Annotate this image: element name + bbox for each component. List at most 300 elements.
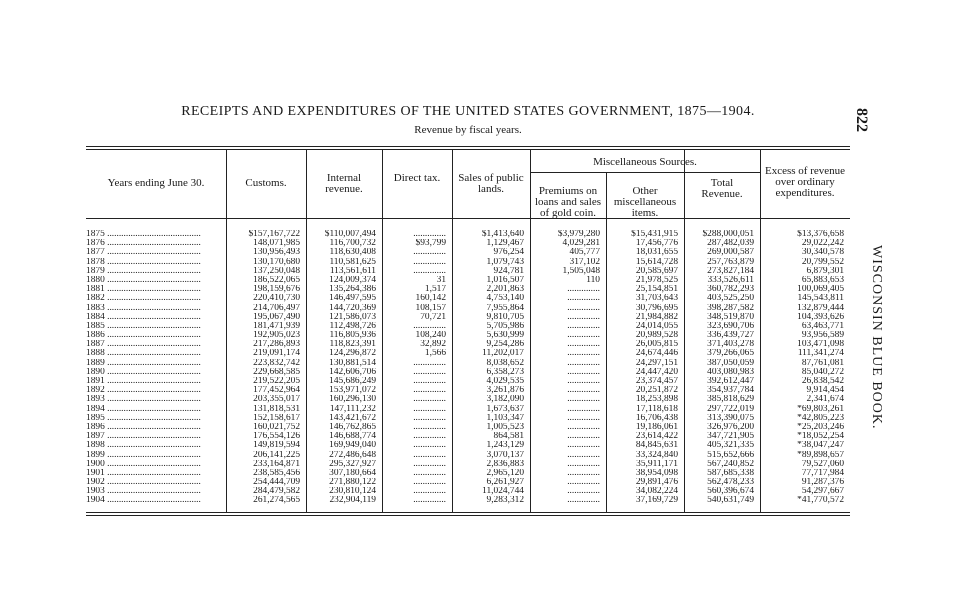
customs-cell: 254,444,709 bbox=[253, 478, 300, 488]
table-body bbox=[86, 230, 850, 506]
total-revenue-cell: 392,612,447 bbox=[707, 377, 754, 386]
premiums-cell: 4,029,281 bbox=[562, 239, 600, 249]
table-row bbox=[86, 496, 850, 505]
table-row bbox=[86, 239, 850, 248]
internal-revenue-cell: 124,009,374 bbox=[329, 275, 376, 285]
internal-revenue-cell: 146,497,595 bbox=[329, 294, 376, 304]
internal-revenue-cell: 146,688,774 bbox=[329, 432, 376, 442]
direct-tax-cell: .............. bbox=[413, 441, 446, 451]
other-misc-cell: 29,891,476 bbox=[635, 478, 678, 488]
excess-cell: 63,463,771 bbox=[801, 321, 844, 331]
excess-cell: 93,956,589 bbox=[801, 331, 844, 341]
header-other-misc: Other miscellaneous items. bbox=[613, 185, 677, 219]
other-misc-cell: 25,154,851 bbox=[635, 285, 678, 295]
customs-cell: 217,286,893 bbox=[253, 340, 300, 350]
customs-cell: 198,159,676 bbox=[253, 285, 300, 295]
total-revenue-cell: 336,439,727 bbox=[707, 331, 754, 341]
year-cell: 1903 ........................................ bbox=[86, 487, 201, 497]
header-total: Total Revenue. bbox=[701, 177, 743, 200]
total-revenue-cell: 273,827,184 bbox=[707, 266, 754, 276]
total-revenue-cell: 515,652,666 bbox=[707, 450, 754, 460]
excess-cell: 85,040,272 bbox=[801, 367, 844, 377]
public-lands-cell: 9,810,705 bbox=[486, 312, 524, 322]
internal-revenue-cell: 112,498,726 bbox=[329, 321, 376, 331]
other-misc-cell: 18,253,898 bbox=[635, 395, 678, 405]
customs-cell: $157,167,722 bbox=[248, 230, 300, 239]
direct-tax-cell: .............. bbox=[413, 487, 446, 497]
direct-tax-cell: .............. bbox=[413, 248, 446, 258]
public-lands-cell: 1,016,507 bbox=[486, 275, 524, 285]
public-lands-cell: 2,201,863 bbox=[486, 285, 524, 295]
premiums-cell: $3,979,280 bbox=[557, 230, 600, 239]
public-lands-cell: 6,261,927 bbox=[486, 478, 524, 488]
total-revenue-cell: 297,722,019 bbox=[707, 404, 754, 414]
excess-cell: *38,047,247 bbox=[797, 441, 844, 451]
internal-revenue-cell: 307,180,664 bbox=[329, 468, 376, 478]
table-row bbox=[86, 349, 850, 358]
premiums-cell: .............. bbox=[567, 367, 600, 377]
total-revenue-cell: 398,287,582 bbox=[707, 303, 754, 313]
other-misc-cell: $15,431,915 bbox=[631, 230, 678, 239]
excess-cell: 100,069,405 bbox=[797, 285, 844, 295]
other-misc-cell: 24,014,055 bbox=[635, 321, 678, 331]
customs-cell: 181,471,939 bbox=[253, 321, 300, 331]
total-revenue-cell: 403,080,983 bbox=[707, 367, 754, 377]
direct-tax-cell: .............. bbox=[413, 377, 446, 386]
internal-revenue-cell: 295,327,927 bbox=[329, 459, 376, 469]
year-cell: 1878 ........................................ bbox=[86, 257, 201, 267]
total-revenue-cell: 326,976,200 bbox=[707, 422, 754, 432]
customs-cell: 130,956,493 bbox=[253, 248, 300, 258]
customs-cell: 206,141,225 bbox=[253, 450, 300, 460]
table-row bbox=[86, 285, 850, 294]
year-cell: 1895 ........................................ bbox=[86, 413, 201, 423]
excess-cell: 104,393,626 bbox=[797, 312, 844, 322]
other-misc-cell: 21,978,525 bbox=[635, 275, 678, 285]
other-misc-cell: 33,324,840 bbox=[635, 450, 678, 460]
year-cell: 1890 ........................................ bbox=[86, 367, 201, 377]
customs-cell: 131,818,531 bbox=[253, 404, 300, 414]
internal-revenue-cell: 130,881,514 bbox=[329, 358, 376, 368]
year-cell: 1892 ........................................ bbox=[86, 386, 201, 396]
year-cell: 1894 ........................................ bbox=[86, 404, 201, 414]
other-misc-cell: 37,169,729 bbox=[635, 496, 678, 506]
other-misc-cell: 21,984,882 bbox=[635, 312, 678, 322]
total-revenue-cell: 333,526,611 bbox=[707, 275, 754, 285]
table-row bbox=[86, 478, 850, 487]
customs-cell: 284,479,582 bbox=[253, 487, 300, 497]
excess-cell: 79,527,060 bbox=[801, 459, 844, 469]
public-lands-cell: 1,673,637 bbox=[486, 404, 524, 414]
customs-cell: 233,164,871 bbox=[253, 459, 300, 469]
bottom-rule-2 bbox=[86, 515, 850, 516]
total-revenue-cell: 560,396,674 bbox=[707, 487, 754, 497]
table-row bbox=[86, 313, 850, 322]
other-misc-cell: 19,186,061 bbox=[635, 422, 678, 432]
other-misc-cell: 24,297,151 bbox=[635, 358, 678, 368]
other-misc-cell: 20,251,872 bbox=[635, 386, 678, 396]
other-misc-cell: 38,954,098 bbox=[635, 468, 678, 478]
table-row bbox=[86, 322, 850, 331]
public-lands-cell: 1,079,743 bbox=[486, 257, 524, 267]
premiums-cell: .............. bbox=[567, 340, 600, 350]
total-revenue-cell: 385,818,629 bbox=[707, 395, 754, 405]
customs-cell: 238,585,456 bbox=[253, 468, 300, 478]
public-lands-cell: 11,024,744 bbox=[482, 487, 524, 497]
internal-revenue-cell: 135,264,386 bbox=[329, 285, 376, 295]
year-cell: 1881 ........................................ bbox=[86, 285, 201, 295]
total-revenue-cell: $288,000,051 bbox=[702, 230, 754, 239]
public-lands-cell: 3,261,876 bbox=[486, 386, 524, 396]
table-row bbox=[86, 368, 850, 377]
excess-cell: *69,803,261 bbox=[797, 404, 844, 414]
customs-cell: 148,071,985 bbox=[253, 239, 300, 249]
direct-tax-cell: 70,721 bbox=[420, 312, 446, 322]
direct-tax-cell: $93,799 bbox=[415, 239, 446, 249]
public-lands-cell: 864,581 bbox=[493, 432, 524, 442]
bottom-rule bbox=[86, 512, 850, 513]
total-revenue-cell: 354,937,784 bbox=[707, 386, 754, 396]
excess-cell: 20,799,552 bbox=[801, 257, 844, 267]
premiums-cell: 317,102 bbox=[569, 257, 600, 267]
public-lands-cell: 5,630,999 bbox=[486, 331, 524, 341]
direct-tax-cell: .............. bbox=[413, 413, 446, 423]
total-revenue-cell: 379,266,065 bbox=[707, 349, 754, 359]
other-misc-cell: 24,674,446 bbox=[635, 349, 678, 359]
year-cell: 1876 ........................................ bbox=[86, 239, 201, 249]
header-bottom-rule bbox=[86, 218, 850, 219]
public-lands-cell: 4,029,535 bbox=[486, 377, 524, 386]
header-years: Years ending June 30. bbox=[107, 177, 205, 189]
public-lands-cell: 6,358,273 bbox=[486, 367, 524, 377]
excess-cell: *18,052,254 bbox=[797, 432, 844, 442]
internal-revenue-cell: $110,007,494 bbox=[324, 230, 376, 239]
header-customs: Customs. bbox=[245, 177, 287, 189]
customs-cell: 219,522,205 bbox=[253, 377, 300, 386]
other-misc-cell: 20,585,697 bbox=[635, 266, 678, 276]
direct-tax-cell: .............. bbox=[413, 496, 446, 506]
table-row bbox=[86, 276, 850, 285]
year-cell: 1898 ........................................ bbox=[86, 441, 201, 451]
year-cell: 1884 ........................................ bbox=[86, 312, 201, 322]
premiums-cell: .............. bbox=[567, 303, 600, 313]
public-lands-cell: 2,965,120 bbox=[486, 468, 524, 478]
public-lands-cell: 11,202,017 bbox=[482, 349, 524, 359]
year-cell: 1901 ........................................ bbox=[86, 468, 201, 478]
internal-revenue-cell: 169,949,040 bbox=[329, 441, 376, 451]
premiums-cell: .............. bbox=[567, 468, 600, 478]
total-revenue-cell: 347,721,905 bbox=[707, 432, 754, 442]
total-revenue-cell: 313,390,075 bbox=[707, 413, 754, 423]
premiums-cell: .............. bbox=[567, 450, 600, 460]
table-row bbox=[86, 451, 850, 460]
customs-cell: 160,021,752 bbox=[253, 422, 300, 432]
customs-cell: 149,819,594 bbox=[253, 441, 300, 451]
misc-group-rule bbox=[530, 172, 760, 173]
excess-cell: $13,376,658 bbox=[797, 230, 844, 239]
customs-cell: 186,522,065 bbox=[253, 275, 300, 285]
premiums-cell: .............. bbox=[567, 386, 600, 396]
internal-revenue-cell: 272,486,648 bbox=[329, 450, 376, 460]
other-misc-cell: 84,845,631 bbox=[635, 441, 678, 451]
excess-cell: 132,879,444 bbox=[797, 303, 844, 313]
excess-cell: *25,203,246 bbox=[797, 422, 844, 432]
customs-cell: 261,274,565 bbox=[253, 496, 300, 506]
total-revenue-cell: 387,050,059 bbox=[707, 358, 754, 368]
year-cell: 1887 ........................................ bbox=[86, 340, 201, 350]
total-revenue-cell: 540,631,749 bbox=[707, 496, 754, 506]
excess-cell: 111,341,274 bbox=[797, 349, 844, 359]
customs-cell: 177,452,964 bbox=[253, 386, 300, 396]
internal-revenue-cell: 232,904,119 bbox=[329, 496, 376, 506]
customs-cell: 220,410,730 bbox=[253, 294, 300, 304]
other-misc-cell: 23,374,457 bbox=[635, 377, 678, 386]
customs-cell: 195,067,490 bbox=[253, 312, 300, 322]
year-cell: 1904 ........................................ bbox=[86, 496, 201, 506]
customs-cell: 229,668,585 bbox=[253, 367, 300, 377]
year-cell: 1897 ........................................ bbox=[86, 432, 201, 442]
internal-revenue-cell: 160,296,130 bbox=[329, 395, 376, 405]
internal-revenue-cell: 118,630,408 bbox=[329, 248, 376, 258]
premiums-cell: .............. bbox=[567, 432, 600, 442]
premiums-cell: .............. bbox=[567, 294, 600, 304]
premiums-cell: .............. bbox=[567, 459, 600, 469]
top-rule bbox=[86, 146, 850, 147]
direct-tax-cell: 108,240 bbox=[415, 331, 446, 341]
direct-tax-cell: .............. bbox=[413, 432, 446, 442]
internal-revenue-cell: 116,700,732 bbox=[329, 239, 376, 249]
excess-cell: 30,340,578 bbox=[801, 248, 844, 258]
total-revenue-cell: 403,525,250 bbox=[707, 294, 754, 304]
year-cell: 1885 ........................................ bbox=[86, 321, 201, 331]
public-lands-cell: 2,836,883 bbox=[486, 459, 524, 469]
excess-cell: 91,287,376 bbox=[801, 478, 844, 488]
customs-cell: 192,905,023 bbox=[253, 331, 300, 341]
header-premiums: Premiums on loans and sales of gold coin. bbox=[535, 185, 601, 219]
premiums-cell: .............. bbox=[567, 377, 600, 386]
total-revenue-cell: 360,782,293 bbox=[707, 285, 754, 295]
other-misc-cell: 34,082,224 bbox=[635, 487, 678, 497]
direct-tax-cell: 160,142 bbox=[415, 294, 446, 304]
table-row bbox=[86, 395, 850, 404]
direct-tax-cell: .............. bbox=[413, 358, 446, 368]
excess-cell: 87,761,081 bbox=[801, 358, 844, 368]
table-row bbox=[86, 487, 850, 496]
customs-cell: 152,158,617 bbox=[253, 413, 300, 423]
table-row bbox=[86, 248, 850, 257]
excess-cell: 9,914,454 bbox=[806, 386, 844, 396]
premiums-cell: .............. bbox=[567, 422, 600, 432]
table-row bbox=[86, 377, 850, 386]
excess-cell: 103,471,098 bbox=[797, 340, 844, 350]
other-misc-cell: 15,614,728 bbox=[635, 257, 678, 267]
table-title: RECEIPTS AND EXPENDITURES OF THE UNITED STATES GOVERNMENT, 1875—1904. bbox=[181, 104, 755, 119]
total-revenue-cell: 348,519,870 bbox=[707, 312, 754, 322]
internal-revenue-cell: 145,686,249 bbox=[329, 377, 376, 386]
excess-cell: 26,838,542 bbox=[801, 377, 844, 386]
other-misc-cell: 24,447,420 bbox=[635, 367, 678, 377]
internal-revenue-cell: 121,586,073 bbox=[329, 312, 376, 322]
direct-tax-cell: .............. bbox=[413, 395, 446, 405]
public-lands-cell: 9,254,286 bbox=[486, 340, 524, 350]
premiums-cell: .............. bbox=[567, 487, 600, 497]
public-lands-cell: 1,129,467 bbox=[486, 239, 524, 249]
excess-cell: *42,805,223 bbox=[797, 413, 844, 423]
direct-tax-cell: .............. bbox=[413, 386, 446, 396]
total-revenue-cell: 323,690,706 bbox=[707, 321, 754, 331]
premiums-cell: .............. bbox=[567, 358, 600, 368]
total-revenue-cell: 287,482,039 bbox=[707, 239, 754, 249]
year-cell: 1875 ........................................ bbox=[86, 230, 201, 239]
other-misc-cell: 20,989,528 bbox=[635, 331, 678, 341]
public-lands-cell: $1,413,640 bbox=[481, 230, 524, 239]
direct-tax-cell: 108,157 bbox=[415, 303, 446, 313]
public-lands-cell: 924,781 bbox=[493, 266, 524, 276]
customs-cell: 203,355,017 bbox=[253, 395, 300, 405]
internal-revenue-cell: 113,561,611 bbox=[329, 266, 376, 276]
table-row bbox=[86, 267, 850, 276]
header-internal: Internal revenue. bbox=[325, 172, 363, 195]
premiums-cell: .............. bbox=[567, 321, 600, 331]
excess-cell: 145,543,811 bbox=[797, 294, 844, 304]
year-cell: 1889 ........................................ bbox=[86, 358, 201, 368]
other-misc-cell: 26,005,815 bbox=[635, 340, 678, 350]
header-sales: Sales of public lands. bbox=[458, 172, 524, 195]
year-cell: 1891 ........................................ bbox=[86, 377, 201, 386]
premiums-cell: .............. bbox=[567, 478, 600, 488]
year-cell: 1900 ........................................ bbox=[86, 459, 201, 469]
other-misc-cell: 35,911,171 bbox=[636, 459, 678, 469]
internal-revenue-cell: 144,720,369 bbox=[329, 303, 376, 313]
total-revenue-cell: 562,478,233 bbox=[707, 478, 754, 488]
year-cell: 1883 ........................................ bbox=[86, 303, 201, 313]
table-row bbox=[86, 432, 850, 441]
internal-revenue-cell: 110,581,625 bbox=[329, 257, 376, 267]
internal-revenue-cell: 116,805,936 bbox=[329, 331, 376, 341]
total-revenue-cell: 567,240,852 bbox=[707, 459, 754, 469]
other-misc-cell: 16,706,438 bbox=[635, 413, 678, 423]
public-lands-cell: 4,753,140 bbox=[486, 294, 524, 304]
excess-cell: 2,341,674 bbox=[806, 395, 844, 405]
premiums-cell: 405,777 bbox=[569, 248, 600, 258]
public-lands-cell: 1,103,347 bbox=[486, 413, 524, 423]
public-lands-cell: 3,182,090 bbox=[486, 395, 524, 405]
premiums-cell: .............. bbox=[567, 312, 600, 322]
customs-cell: 130,170,680 bbox=[253, 257, 300, 267]
premiums-cell: .............. bbox=[567, 331, 600, 341]
header-direct: Direct tax. bbox=[393, 172, 441, 184]
total-revenue-cell: 405,321,335 bbox=[707, 441, 754, 451]
public-lands-cell: 9,283,312 bbox=[486, 496, 524, 506]
direct-tax-cell: .............. bbox=[413, 468, 446, 478]
customs-cell: 219,091,174 bbox=[253, 349, 300, 359]
premiums-cell: .............. bbox=[567, 285, 600, 295]
total-revenue-cell: 257,763,879 bbox=[707, 257, 754, 267]
year-cell: 1893 ........................................ bbox=[86, 395, 201, 405]
year-cell: 1899 ........................................ bbox=[86, 450, 201, 460]
year-cell: 1886 ........................................ bbox=[86, 331, 201, 341]
premiums-cell: .............. bbox=[567, 441, 600, 451]
direct-tax-cell: .............. bbox=[413, 257, 446, 267]
running-title: WISCONSIN BLUE BOOK. bbox=[869, 245, 884, 430]
other-misc-cell: 30,796,695 bbox=[635, 303, 678, 313]
table-row bbox=[86, 405, 850, 414]
total-revenue-cell: 371,403,278 bbox=[707, 340, 754, 350]
year-cell: 1896 ........................................ bbox=[86, 422, 201, 432]
direct-tax-cell: .............. bbox=[413, 404, 446, 414]
direct-tax-cell: 1,566 bbox=[424, 349, 446, 359]
public-lands-cell: 976,254 bbox=[493, 248, 524, 258]
premiums-cell: .............. bbox=[567, 395, 600, 405]
internal-revenue-cell: 118,823,391 bbox=[329, 340, 376, 350]
other-misc-cell: 18,031,655 bbox=[635, 248, 678, 258]
internal-revenue-cell: 271,880,122 bbox=[329, 478, 376, 488]
direct-tax-cell: .............. bbox=[413, 321, 446, 331]
header-excess: Excess of revenue over ordinary expenditures. bbox=[764, 165, 846, 199]
direct-tax-cell: .............. bbox=[413, 266, 446, 276]
customs-cell: 176,554,126 bbox=[253, 432, 300, 442]
excess-cell: 6,879,301 bbox=[806, 266, 844, 276]
table-row bbox=[86, 469, 850, 478]
excess-cell: *89,898,657 bbox=[797, 450, 844, 460]
premiums-cell: 110 bbox=[586, 275, 600, 285]
other-misc-cell: 17,456,776 bbox=[635, 239, 678, 249]
year-cell: 1888 ........................................ bbox=[86, 349, 201, 359]
table-row bbox=[86, 304, 850, 313]
page-number: 822 bbox=[853, 108, 870, 132]
table-row bbox=[86, 423, 850, 432]
table-subtitle: Revenue by fiscal years. bbox=[414, 124, 522, 136]
premiums-cell: .............. bbox=[567, 413, 600, 423]
table-row bbox=[86, 386, 850, 395]
table-row bbox=[86, 230, 850, 239]
direct-tax-cell: 31 bbox=[436, 275, 446, 285]
direct-tax-cell: 32,892 bbox=[420, 340, 446, 350]
year-cell: 1880 ........................................ bbox=[86, 275, 201, 285]
year-cell: 1877 ........................................ bbox=[86, 248, 201, 258]
excess-cell: 54,297,667 bbox=[801, 487, 844, 497]
internal-revenue-cell: 142,606,706 bbox=[329, 367, 376, 377]
top-rule-2 bbox=[86, 149, 850, 150]
table-row bbox=[86, 331, 850, 340]
premiums-cell: 1,505,048 bbox=[562, 266, 600, 276]
internal-revenue-cell: 153,971,072 bbox=[329, 386, 376, 396]
year-cell: 1902 ........................................ bbox=[86, 478, 201, 488]
direct-tax-cell: .............. bbox=[413, 478, 446, 488]
other-misc-cell: 17,118,618 bbox=[636, 404, 678, 414]
public-lands-cell: 7,955,864 bbox=[486, 303, 524, 313]
other-misc-cell: 23,614,422 bbox=[635, 432, 678, 442]
internal-revenue-cell: 143,421,672 bbox=[329, 413, 376, 423]
table-row bbox=[86, 294, 850, 303]
table-row bbox=[86, 460, 850, 469]
header-misc-group: Miscellaneous Sources. bbox=[593, 156, 697, 168]
direct-tax-cell: 1,517 bbox=[424, 285, 446, 295]
year-cell: 1879 ........................................ bbox=[86, 266, 201, 276]
total-revenue-cell: 269,000,587 bbox=[707, 248, 754, 258]
total-revenue-cell: 587,685,338 bbox=[707, 468, 754, 478]
customs-cell: 137,250,048 bbox=[253, 266, 300, 276]
public-lands-cell: 3,070,137 bbox=[486, 450, 524, 460]
public-lands-cell: 5,705,986 bbox=[486, 321, 524, 331]
direct-tax-cell: .............. bbox=[413, 422, 446, 432]
direct-tax-cell: .............. bbox=[413, 459, 446, 469]
internal-revenue-cell: 146,762,865 bbox=[329, 422, 376, 432]
excess-cell: 65,883,653 bbox=[801, 275, 844, 285]
table-row bbox=[86, 359, 850, 368]
year-cell: 1882 ........................................ bbox=[86, 294, 201, 304]
public-lands-cell: 8,038,652 bbox=[486, 358, 524, 368]
